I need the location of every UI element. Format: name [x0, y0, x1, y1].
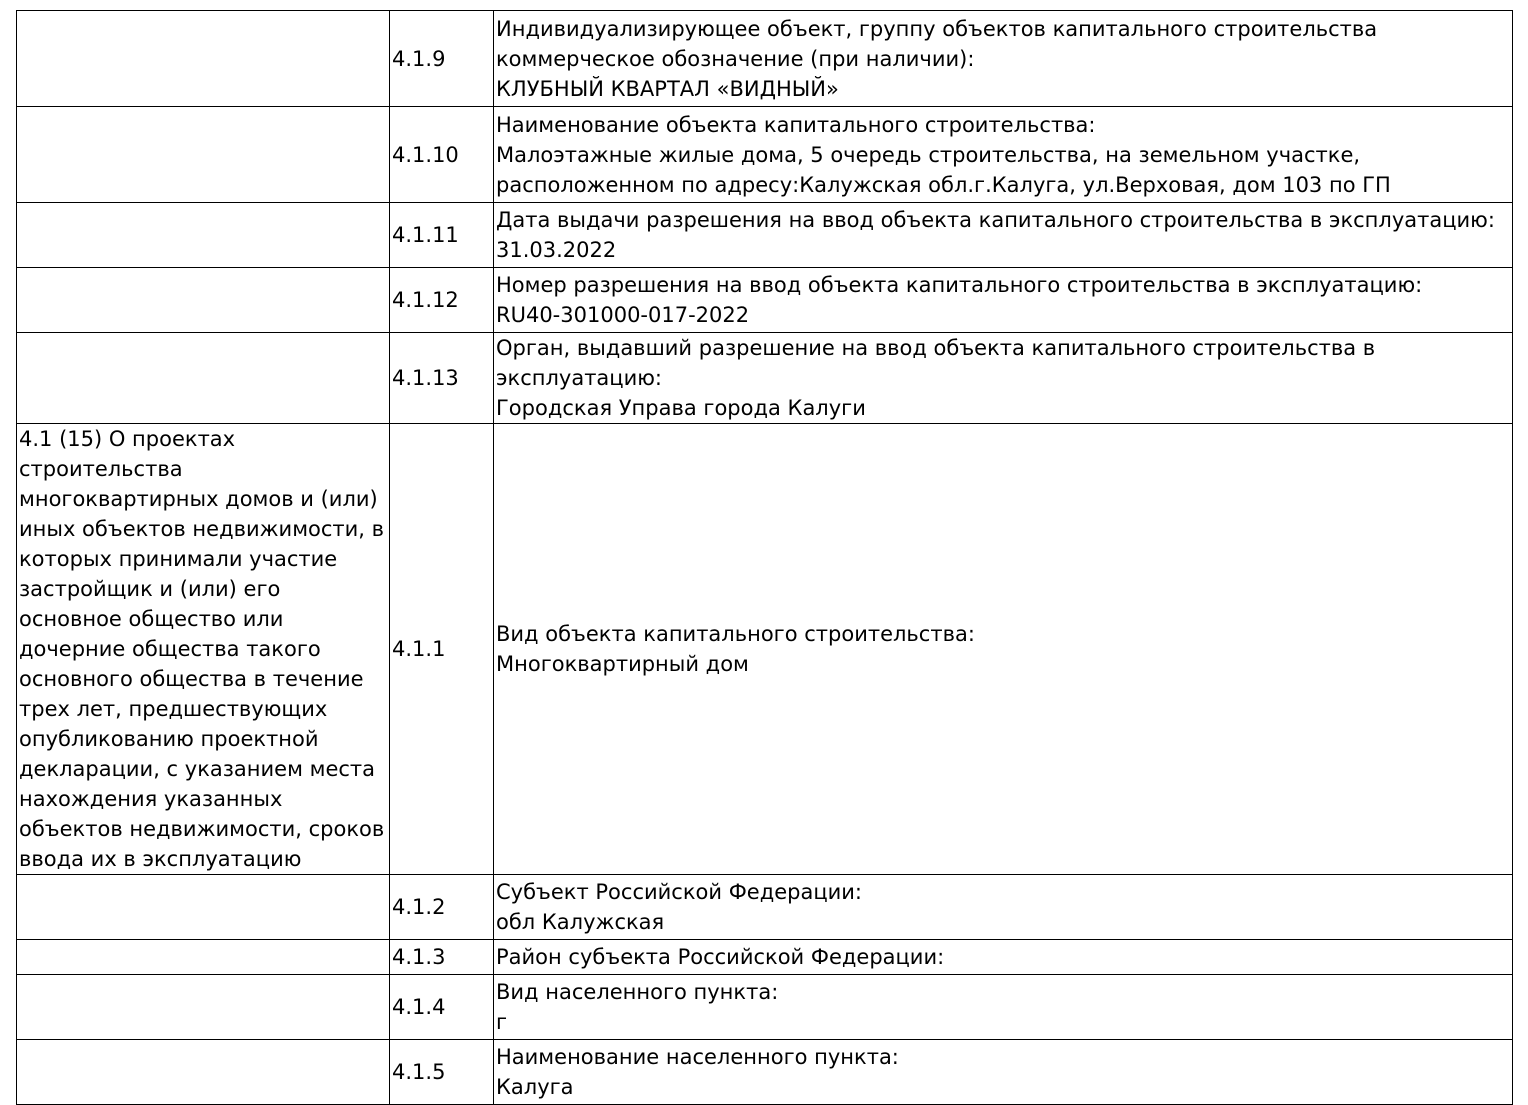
table-row: [17, 875, 1513, 940]
item-number: 4.1.10: [390, 107, 494, 203]
declaration-table: [16, 10, 1513, 1105]
item-label: Субъект Российской Федерации:: [496, 880, 862, 904]
item-value: Многоквартирный дом: [496, 652, 749, 676]
table-row: [17, 11, 1513, 107]
table-row: [17, 268, 1513, 333]
item-number: 4.1.9: [390, 11, 494, 107]
table-row: [17, 940, 1513, 975]
item-content: [494, 107, 1513, 203]
item-number: 4.1.12: [390, 268, 494, 333]
item-value: КЛУБНЫЙ КВАРТАЛ «ВИДНЫЙ»: [496, 76, 839, 101]
item-label: Вид населенного пункта:: [496, 980, 779, 1004]
item-value: 31.03.2022: [496, 238, 617, 262]
item-number: 4.1.5: [390, 1040, 494, 1105]
section-cell-empty: [17, 875, 390, 940]
item-content: [494, 1040, 1513, 1105]
item-content: [494, 203, 1513, 268]
section-cell-empty: [17, 975, 390, 1040]
section-cell-empty: [17, 203, 390, 268]
section-cell-empty: [17, 333, 390, 424]
item-label: Наименование населенного пункта:: [496, 1045, 899, 1069]
item-label: Дата выдачи разрешения на ввод объекта капитального строительства в эксплуатацию:: [496, 208, 1495, 232]
item-content: [494, 333, 1513, 424]
section-description: 4.1 (15) О проектах строительства многоквартирных домов и (или) иных объектов недвижимости, в которых принимали участие застройщик и (или) его основное общество или дочерние общества такого основного общества в течение трех лет, предшествующих опубликованию проектной декларации, с указанием места нахождения указанных объектов недвижимости, сроков ввода их в эксплуатацию: [17, 424, 390, 875]
item-content: [494, 975, 1513, 1040]
table-row: [17, 107, 1513, 203]
table-row: [17, 1040, 1513, 1105]
item-content: [494, 268, 1513, 333]
item-label: Номер разрешения на ввод объекта капитального строительства в эксплуатацию:: [496, 273, 1423, 297]
section-cell-empty: [17, 940, 390, 975]
item-content: [494, 424, 1513, 875]
item-value: Городская Управа города Калуги: [496, 396, 866, 420]
item-label: Вид объекта капитального строительства:: [496, 622, 975, 646]
item-content: [494, 940, 1513, 975]
item-content: [494, 875, 1513, 940]
item-value: Малоэтажные жилые дома, 5 очередь строительства, на земельном участке, расположенном по адресу:Калужская обл.г.Калуга, ул.Верховая, дом 103 по ГП: [496, 142, 1391, 197]
item-number: 4.1.13: [390, 333, 494, 424]
item-number: 4.1.1: [390, 424, 494, 875]
table-row: [17, 203, 1513, 268]
item-value: Калуга: [496, 1075, 574, 1099]
table-row: [17, 424, 1513, 875]
item-number: 4.1.2: [390, 875, 494, 940]
section-cell-empty: [17, 268, 390, 333]
item-number: 4.1.3: [390, 940, 494, 975]
item-label: Наименование объекта капитального строительства:: [496, 112, 1096, 137]
item-label: Орган, выдавший разрешение на ввод объекта капитального строительства в эксплуатацию:: [496, 336, 1376, 390]
item-label: Индивидуализирующее объект, группу объектов капитального строительства коммерческое обозначение (при наличии):: [496, 16, 1378, 71]
item-label: Район субъекта Российской Федерации:: [496, 945, 945, 969]
item-number: 4.1.11: [390, 203, 494, 268]
table-row: [17, 333, 1513, 424]
section-cell-empty: [17, 1040, 390, 1105]
item-value: RU40-301000-017-2022: [496, 303, 750, 327]
item-value: г: [496, 1010, 508, 1034]
section-cell-empty: [17, 107, 390, 203]
item-number: 4.1.4: [390, 975, 494, 1040]
table-row: [17, 975, 1513, 1040]
item-value: обл Калужская: [496, 910, 665, 934]
item-content: [494, 11, 1513, 107]
section-cell-empty: [17, 11, 390, 107]
